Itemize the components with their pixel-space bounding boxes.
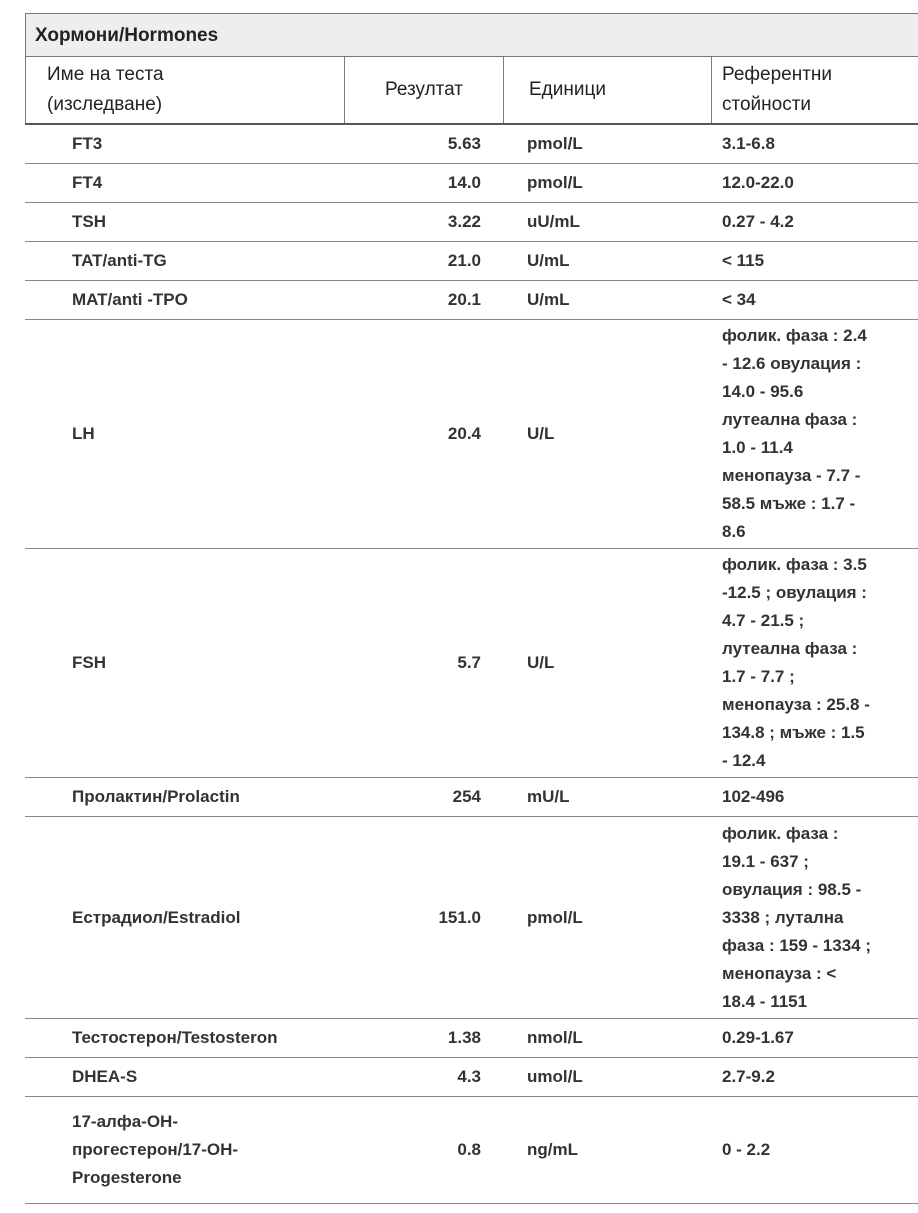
cell-units: U/mL	[527, 290, 570, 309]
cell-result: 5.63	[447, 134, 481, 153]
cell-result: 254	[452, 787, 481, 806]
cell-units: U/L	[527, 653, 555, 672]
cell-units: pmol/L	[527, 907, 583, 927]
table-row	[25, 242, 918, 281]
cell-units: ng/mL	[527, 1140, 578, 1159]
cell-units: pmol/L	[527, 134, 583, 153]
table-row	[25, 1058, 918, 1097]
cell-result: 5.7	[457, 653, 481, 672]
cell-reference: фолик. фаза : 2.4 - 12.6 овулация : 14.0 - 95.6 лутеална фаза : 1.0 - 11.4 менопауза - 7.7 - 58.5 мъже : 1.7 - 8.6	[722, 326, 867, 541]
table-row	[25, 778, 918, 817]
cell-reference: 0.27 - 4.2	[722, 212, 794, 231]
cell-reference: фолик. фаза : 19.1 - 637 ; овулация : 98.5 - 3338 ; лутална фаза : 159 - 1334 ; менопауза : < 18.4 - 1151	[722, 823, 871, 1011]
header-result: Резултат	[345, 57, 504, 123]
cell-reference: 102-496	[722, 787, 785, 806]
cell-test-name: 17-алфа-OH- прогестерон/17-OH- Progesterone	[72, 1112, 239, 1187]
cell-test-name: TAT/anti-TG	[72, 251, 167, 270]
cell-result: 1.38	[447, 1028, 481, 1047]
hormones-table	[25, 13, 918, 1204]
header-units: Единици	[504, 57, 712, 123]
cell-units: pmol/L	[527, 173, 583, 192]
header-test-name: Име на теста (изследване)	[25, 57, 345, 123]
table-row	[25, 1019, 918, 1058]
cell-reference: < 34	[722, 290, 756, 309]
cell-units: uU/mL	[527, 212, 580, 231]
cell-reference: 2.7-9.2	[722, 1067, 775, 1086]
cell-reference: 0.29-1.67	[722, 1028, 794, 1047]
table-row	[25, 125, 918, 164]
table-row	[25, 281, 918, 320]
cell-units: umol/L	[527, 1067, 583, 1086]
cell-test-name: FT4	[72, 173, 103, 192]
cell-reference: 3.1-6.8	[722, 134, 775, 153]
cell-reference: фолик. фаза : 3.5 -12.5 ; овулация : 4.7 - 21.5 ; лутеална фаза : 1.7 - 7.7 ; менопауза : 25.8 - 134.8 ; мъже : 1.5 - 12.4	[722, 555, 870, 770]
cell-reference: 12.0-22.0	[722, 173, 794, 192]
cell-test-name: DHEA-S	[72, 1067, 138, 1086]
cell-test-name: FSH	[72, 653, 106, 672]
cell-test-name: Естрадиол/Estradiol	[72, 907, 241, 927]
cell-result: 20.1	[447, 290, 481, 309]
table-row	[25, 164, 918, 203]
cell-result: 151.0	[438, 907, 481, 927]
cell-result: 4.3	[457, 1067, 481, 1086]
cell-units: mU/L	[527, 787, 570, 806]
table-row	[25, 1097, 918, 1204]
table-row	[25, 817, 918, 1019]
table-row	[25, 320, 918, 549]
cell-test-name: TSH	[72, 212, 106, 231]
cell-units: U/L	[527, 424, 555, 443]
cell-test-name: MAT/anti -TPO	[72, 290, 188, 309]
cell-test-name: FT3	[72, 134, 103, 153]
cell-result: 14.0	[447, 173, 481, 192]
cell-reference: < 115	[722, 251, 765, 270]
section-title: Хормони/Hormones	[25, 13, 918, 57]
cell-units: U/mL	[527, 251, 570, 270]
table-row	[25, 549, 918, 778]
cell-units: nmol/L	[527, 1028, 583, 1047]
cell-test-name: Пролактин/Prolactin	[72, 787, 240, 806]
table-header	[25, 57, 918, 125]
table-row	[25, 203, 918, 242]
cell-result: 20.4	[447, 424, 481, 443]
header-reference: Референтни стойности	[722, 64, 833, 115]
cell-result: 0.8	[457, 1140, 481, 1159]
cell-reference: 0 - 2.2	[722, 1140, 771, 1159]
cell-result: 21.0	[447, 251, 481, 270]
cell-result: 3.22	[447, 212, 481, 231]
cell-test-name: Тестостерон/Testosteron	[72, 1028, 278, 1047]
cell-test-name: LH	[72, 424, 95, 443]
